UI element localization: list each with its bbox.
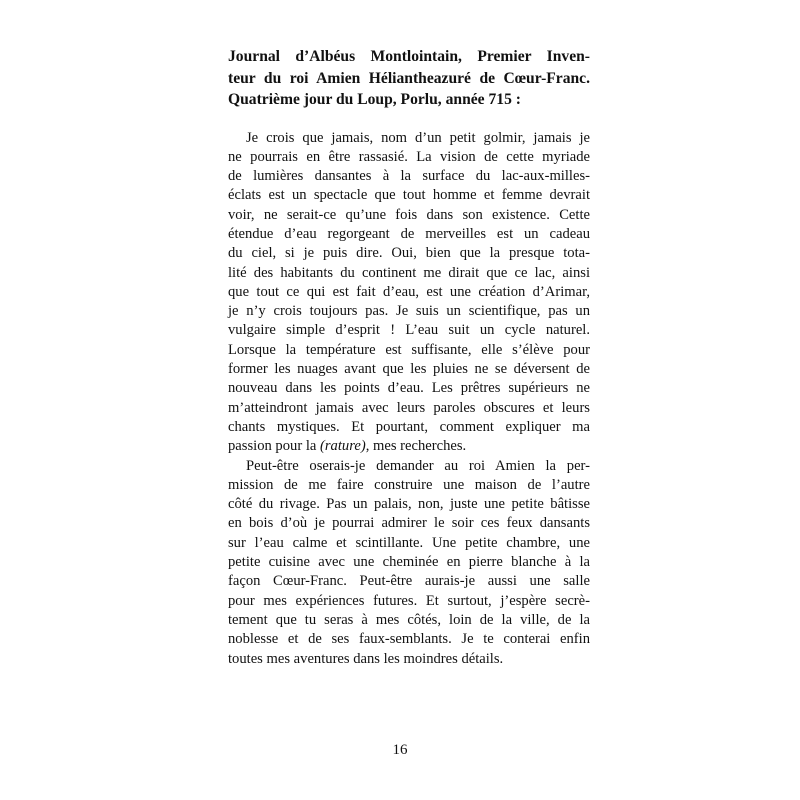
text-line: petite cuisine avec une cheminée en pierre blanche à la bbox=[228, 554, 590, 571]
text-segment: passion pour la bbox=[228, 438, 321, 455]
text-line: sur l’eau calme et scintillante. Une petite chambre, une bbox=[228, 534, 590, 551]
text-line: du ciel, si je puis dire. Oui, bien que la presque tota- bbox=[228, 245, 590, 262]
journal-heading bbox=[228, 46, 590, 111]
text-line: je n’y crois toujours pas. Je suis un scientifique, pas un bbox=[228, 303, 590, 320]
text-line: m’atteindront jamais avec leurs paroles obscures et leurs bbox=[228, 399, 590, 416]
text-line: chants mystiques. Et pourtant, comment expliquer ma bbox=[228, 418, 590, 435]
paragraph-1 bbox=[228, 129, 590, 457]
heading-line: Journal d’Albéus Montlointain, Premier Inven- bbox=[228, 48, 590, 65]
text-line: de lumières dansantes à la surface du lac-aux-milles- bbox=[228, 168, 590, 185]
text-line: ne pourrais en être rassasié. La vision de cette myriade bbox=[228, 148, 590, 165]
text-line: former les nuages avant que les pluies ne se déversent de bbox=[228, 361, 590, 378]
text-line: côté du rivage. Pas un palais, non, juste une petite bâtisse bbox=[228, 496, 590, 513]
paragraph-2 bbox=[228, 457, 590, 669]
text-line: noblesse et de ses faux-semblants. Je te conterai enfin bbox=[228, 631, 590, 648]
text-segment: , mes recherches. bbox=[365, 438, 467, 455]
text-line: façon Cœur-Franc. Peut-être aurais-je aussi une salle bbox=[228, 573, 590, 590]
text-block bbox=[228, 46, 590, 669]
text-line: nouveau dans les points d’eau. Les prêtres supérieurs ne bbox=[228, 380, 590, 397]
text-line: en bois d’où je pourrai admirer le soir ces feux dansants bbox=[228, 515, 590, 532]
journal-body bbox=[228, 129, 590, 669]
text-line bbox=[228, 437, 590, 456]
text-line: étendue d’eau regorgeant de merveilles est un cadeau bbox=[228, 225, 590, 242]
heading-line: Quatrième jour du Loup, Porlu, année 715 : bbox=[228, 91, 521, 108]
text-line: vulgaire simple d’esprit ! L’eau suit un cycle naturel. bbox=[228, 322, 590, 339]
text-line: que tout ce qui est fait d’eau, est une création d’Arimar, bbox=[228, 283, 590, 300]
text-line: toutes mes aventures dans les moindres détails. bbox=[228, 650, 504, 667]
text-line: lité des habitants du continent me dirait que ce lac, ainsi bbox=[228, 264, 590, 281]
text-line: Je crois que jamais, nom d’un petit golmir, jamais je bbox=[246, 129, 590, 146]
text-line: Peut-être oserais-je demander au roi Amien la per- bbox=[246, 457, 590, 474]
text-line: mission de me faire construire une maison de l’autre bbox=[228, 476, 590, 493]
italic-rature: (rature) bbox=[320, 438, 366, 455]
text-line: pour mes expériences futures. Et surtout, j’espère secrè- bbox=[228, 592, 590, 609]
text-line: voir, ne serait-ce qu’une fois dans son existence. Cette bbox=[228, 206, 590, 223]
text-line: Lorsque la température est suffisante, elle s’élève pour bbox=[228, 341, 590, 358]
page-number: 16 bbox=[392, 742, 408, 758]
text-line: tement que tu seras à mes côtés, loin de la ville, de la bbox=[228, 611, 590, 628]
text-line: éclats est un spectacle que tout homme et femme devrait bbox=[228, 187, 590, 204]
heading-line: teur du roi Amien Hélianthеazuré de Cœur-Franc. bbox=[228, 69, 590, 87]
